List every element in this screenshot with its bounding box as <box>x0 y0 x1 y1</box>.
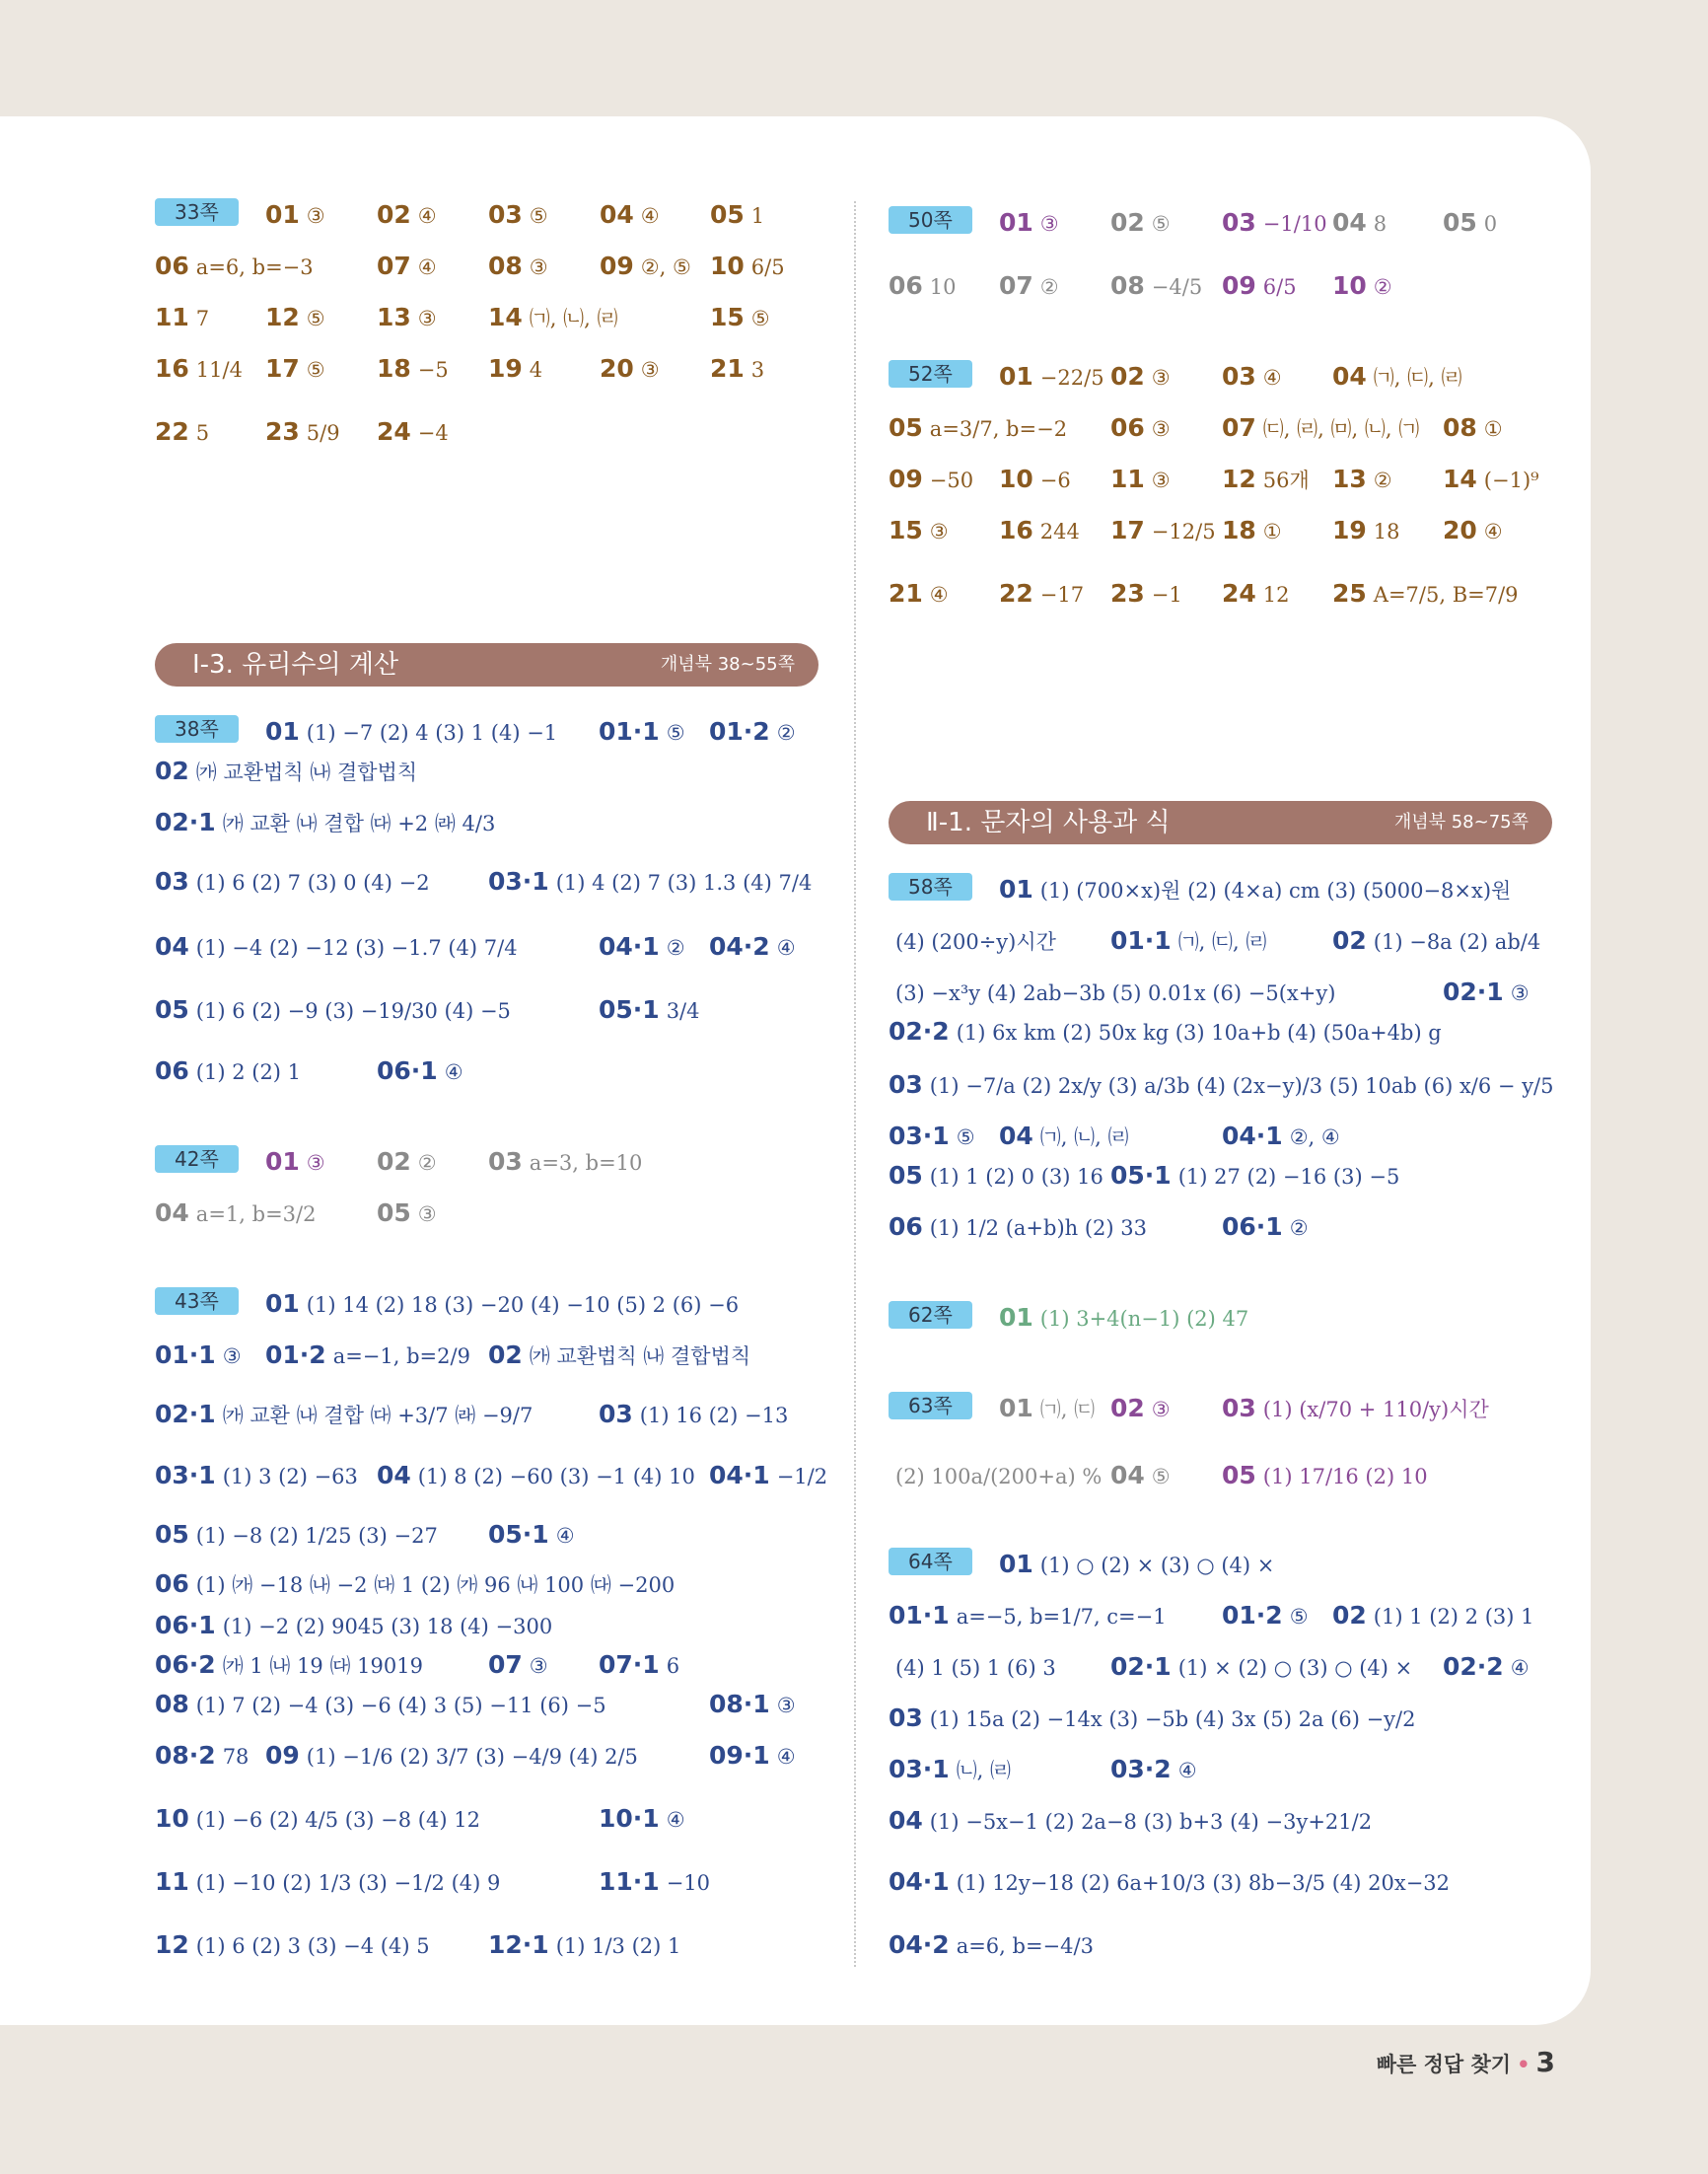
answer-value: ④ <box>1510 1656 1530 1680</box>
answer-value: ④ <box>555 1524 575 1548</box>
question-number: 22 <box>155 417 189 446</box>
answer-value: ㈀, ㈂, ㈃ <box>1373 366 1462 390</box>
section-banner-2-1 <box>889 801 1552 844</box>
question-number: 17 <box>1110 516 1145 544</box>
answer-value: (4) (200÷y)시간 <box>895 930 1056 954</box>
answer-value: ⑤ <box>306 358 325 382</box>
answer-value: 78 <box>222 1745 249 1769</box>
question-number: 03·2 <box>1110 1755 1172 1783</box>
question-number: 20 <box>1443 516 1477 544</box>
answer-value: ㈎ 교환법칙 ㈏ 결합법칙 <box>529 1344 751 1368</box>
question-number: 05 <box>377 1198 411 1227</box>
question-number: 04·1 <box>1222 1122 1283 1150</box>
answer-value: ㈀, ㈁, ㈃ <box>1039 1125 1129 1149</box>
question-number: 05 <box>889 413 923 442</box>
question-number: 10·1 <box>599 1804 660 1833</box>
answer-value: ②, ⑤ <box>640 255 691 279</box>
question-number: 09 <box>889 465 923 493</box>
section-banner-1-3 <box>155 643 818 687</box>
answer-value: ③ <box>1151 366 1171 390</box>
answer-value: (1) −8 (2) 1/25 (3) −27 <box>195 1524 438 1548</box>
answer-value: (1) 1 (2) 2 (3) 1 <box>1373 1605 1534 1629</box>
answer-value: ㈂, ㈃, ㈄, ㈁, ㈀ <box>1262 417 1420 441</box>
question-number: 10 <box>1332 271 1367 300</box>
answer-value: −1/10 <box>1262 212 1327 236</box>
question-number: 01 <box>999 208 1033 237</box>
answer-value: (1) 27 (2) −16 (3) −5 <box>1177 1165 1400 1189</box>
answer-value: (3) −x³y (4) 2ab−3b (5) 0.01x (6) −5(x+y) <box>895 981 1336 1005</box>
question-number: 01 <box>999 362 1033 391</box>
question-number: 08 <box>1443 413 1477 442</box>
answer-value: (1) −4 (2) −12 (3) −1.7 (4) 7/4 <box>195 936 518 960</box>
answer-value: (1) 8 (2) −60 (3) −1 (4) 10 <box>417 1465 695 1488</box>
question-number: 12 <box>155 1930 189 1959</box>
answer-value: ㈎ 교환 ㈏ 결합 ㈐ +2 ㈑ 4/3 <box>222 812 496 835</box>
question-number: 06·1 <box>1222 1212 1283 1241</box>
question-number: 14 <box>488 303 523 331</box>
answer-value: ④ <box>666 1808 685 1832</box>
answer-value: (1) 3 (2) −63 <box>222 1465 358 1488</box>
answer-value: (1) 15a (2) −14x (3) −5b (4) 3x (5) 2a (6) −y/2 <box>929 1707 1416 1731</box>
question-number: 03 <box>1222 1394 1256 1422</box>
answer-value: −6 <box>1039 469 1071 492</box>
question-number: 01 <box>265 1289 300 1318</box>
answer-value: (1) ○ (2) × (3) ○ (4) × <box>1039 1554 1275 1577</box>
column-divider <box>854 201 856 1967</box>
question-number: 18 <box>1222 516 1256 544</box>
question-number: 04 <box>377 1461 411 1489</box>
question-number: 07 <box>999 271 1033 300</box>
question-number: 04 <box>1332 208 1367 237</box>
question-number: 14 <box>1443 465 1477 493</box>
question-number: 08 <box>488 252 523 280</box>
answer-value: a=−1, b=2/9 <box>332 1344 470 1368</box>
question-number: 02 <box>488 1341 523 1369</box>
question-number: 06 <box>1110 413 1145 442</box>
answer-value: ⑤ <box>529 204 548 228</box>
answer-value: (1) −10 (2) 1/3 (3) −1/2 (4) 9 <box>195 1871 501 1895</box>
question-number: 05·1 <box>1110 1161 1172 1190</box>
question-number: 24 <box>1222 579 1256 608</box>
section-page-range: 개념북 38~55쪽 <box>660 654 795 675</box>
answer-value: ㈎ 교환법칙 ㈏ 결합법칙 <box>195 761 418 784</box>
answer-value: 7 <box>195 307 210 330</box>
answer-value: a=3, b=10 <box>529 1151 643 1175</box>
question-number: 06 <box>889 271 923 300</box>
answer-value: (1) 1/3 (2) 1 <box>555 1934 681 1958</box>
question-number: 04 <box>155 932 189 961</box>
answer-value: ⑤ <box>750 307 770 330</box>
question-number: 05 <box>710 200 745 229</box>
question-number: 07 <box>1222 413 1256 442</box>
answer-value: (1) −7 (2) 4 (3) 1 (4) −1 <box>306 721 558 745</box>
answer-value: 0 <box>1483 212 1498 236</box>
answer-value: (1) 6 (2) 7 (3) 0 (4) −2 <box>195 871 430 895</box>
question-number: 02 <box>155 757 189 785</box>
answer-value: −12/5 <box>1151 520 1216 544</box>
bullet-dot-icon: • <box>1517 2053 1530 2076</box>
answer-value: 56개 <box>1262 469 1310 492</box>
answer-value: (1) −7/a (2) 2x/y (3) a/3b (4) (2x−y)/3 (5) 10ab (6) x/6 − y/5 <box>929 1074 1554 1098</box>
question-number: 16 <box>999 516 1033 544</box>
question-number: 12 <box>265 303 300 331</box>
answer-value: ⑤ <box>956 1125 975 1149</box>
question-number: 18 <box>377 354 411 383</box>
question-number: 10 <box>710 252 745 280</box>
question-number: 12·1 <box>488 1930 549 1959</box>
question-number: 03 <box>488 1147 523 1176</box>
question-number: 01 <box>265 717 300 746</box>
answer-value: (1) 14 (2) 18 (3) −20 (4) −10 (5) 2 (6) −6 <box>306 1293 740 1317</box>
question-number: 02 <box>377 1147 411 1176</box>
question-number: 02 <box>1332 1601 1367 1630</box>
answer-value: a=6, b=−4/3 <box>956 1934 1094 1958</box>
question-number: 06·2 <box>155 1650 216 1679</box>
question-number: 05 <box>155 1520 189 1549</box>
question-number: 03·1 <box>488 867 549 896</box>
answer-value: (1) 6 (2) −9 (3) −19/30 (4) −5 <box>195 999 511 1023</box>
answer-value: ⑤ <box>666 721 685 745</box>
question-number: 08 <box>1110 271 1145 300</box>
answer-value: 244 <box>1039 520 1080 544</box>
question-number: 04·2 <box>709 932 770 961</box>
question-number: 01 <box>999 1550 1033 1578</box>
page-badge: 50쪽 <box>889 206 972 234</box>
question-number: 03 <box>1222 362 1256 391</box>
answer-value: 10 <box>929 275 957 299</box>
answer-value: (2) 100a/(200+a) % <box>895 1465 1103 1488</box>
question-number: 01 <box>265 1147 300 1176</box>
answer-value: ② <box>417 1151 437 1175</box>
answer-value: 3 <box>750 358 765 382</box>
answer-value: a=3/7, b=−2 <box>929 417 1068 441</box>
answer-value: ④ <box>776 936 796 960</box>
answer-value: (1) 16 (2) −13 <box>639 1404 789 1427</box>
question-number: 10 <box>155 1804 189 1833</box>
page-badge: 52쪽 <box>889 360 972 388</box>
answer-value: ② <box>1373 469 1392 492</box>
question-number: 15 <box>889 516 923 544</box>
question-number: 02·1 <box>1443 978 1504 1006</box>
answer-value: (1) 4 (2) 7 (3) 1.3 (4) 7/4 <box>555 871 813 895</box>
question-number: 04·1 <box>889 1867 950 1896</box>
answer-value: (1) −8a (2) ab/4 <box>1373 930 1541 954</box>
answer-value: ③ <box>1039 212 1059 236</box>
question-number: 16 <box>155 354 189 383</box>
question-number: 23 <box>1110 579 1145 608</box>
answer-value: a=1, b=3/2 <box>195 1202 317 1226</box>
answer-value: ① <box>1262 520 1282 544</box>
answer-value: ㈁, ㈃ <box>956 1759 1012 1782</box>
answer-value: ㈀, ㈂, ㈃ <box>1177 930 1267 954</box>
answer-value: 5 <box>195 421 210 445</box>
question-number: 04 <box>600 200 634 229</box>
question-number: 21 <box>889 579 923 608</box>
page-badge: 63쪽 <box>889 1392 972 1419</box>
question-number: 02 <box>1110 1394 1145 1422</box>
question-number: 24 <box>377 417 411 446</box>
answer-value: ② <box>1039 275 1059 299</box>
question-number: 11 <box>1110 465 1145 493</box>
answer-value: −4/5 <box>1151 275 1203 299</box>
question-number: 06 <box>889 1212 923 1241</box>
answer-value: (1) (700×x)원 (2) (4×a) cm (3) (5000−8×x)원 <box>1039 879 1512 903</box>
answer-value: ②, ④ <box>1289 1125 1340 1149</box>
answer-value: ③ <box>1151 417 1171 441</box>
question-number: 22 <box>999 579 1033 608</box>
section-title: Ⅰ-3. 유리수의 계산 <box>192 650 399 680</box>
question-number: 15 <box>710 303 745 331</box>
question-number: 13 <box>1332 465 1367 493</box>
answer-value: ㈎ 교환 ㈏ 결합 ㈐ +3/7 ㈑ −9/7 <box>222 1404 534 1427</box>
page-badge: 64쪽 <box>889 1548 972 1575</box>
answer-value: (1) ㈎ −18 ㈏ −2 ㈐ 1 (2) ㈎ 96 ㈏ 100 ㈐ −200 <box>195 1573 676 1597</box>
question-number: 06 <box>155 252 189 280</box>
question-number: 01 <box>999 875 1033 904</box>
question-number: 09 <box>1222 271 1256 300</box>
answer-value: 8 <box>1373 212 1388 236</box>
answer-value: ③ <box>529 255 548 279</box>
answer-value: ① <box>1483 417 1503 441</box>
answer-value: (4) 1 (5) 1 (6) 3 <box>895 1656 1056 1680</box>
question-number: 03·1 <box>889 1122 950 1150</box>
page-badge: 58쪽 <box>889 873 972 901</box>
question-number: 19 <box>488 354 523 383</box>
question-number: 11 <box>155 1867 189 1896</box>
answer-value: ③ <box>1151 1398 1171 1421</box>
answer-value: ③ <box>1151 469 1171 492</box>
answer-value: 3/4 <box>666 999 700 1023</box>
question-number: 09 <box>265 1741 300 1770</box>
section-title: Ⅱ-1. 문자의 사용과 식 <box>926 808 1171 837</box>
answer-value: −5 <box>417 358 449 382</box>
question-number: 07 <box>377 252 411 280</box>
question-number: 03 <box>889 1703 923 1732</box>
answer-value: (1) 1 (2) 0 (3) 16 <box>929 1165 1103 1189</box>
answer-value: ④ <box>1262 366 1282 390</box>
answer-value: (1) 7 (2) −4 (3) −6 (4) 3 (5) −11 (6) −5 <box>195 1694 606 1717</box>
answer-value: 12 <box>1262 583 1290 607</box>
question-number: 02·2 <box>1443 1652 1504 1681</box>
answer-value: (1) 1/2 (a+b)h (2) 33 <box>929 1216 1147 1240</box>
answer-value: ③ <box>417 1202 437 1226</box>
answer-value: A=7/5, B=7/9 <box>1373 583 1519 607</box>
question-number: 02·1 <box>1110 1652 1172 1681</box>
answer-value: ④ <box>640 204 660 228</box>
answer-value: ③ <box>929 520 949 544</box>
question-number: 05 <box>1222 1461 1256 1489</box>
answer-value: ④ <box>444 1060 463 1084</box>
question-number: 02·1 <box>155 808 216 836</box>
answer-value: ③ <box>417 307 437 330</box>
question-number: 04 <box>889 1806 923 1835</box>
question-number: 01·1 <box>599 717 660 746</box>
question-number: 02 <box>1110 362 1145 391</box>
page-footer <box>1377 2046 1555 2078</box>
question-number: 10 <box>999 465 1033 493</box>
question-number: 11·1 <box>599 1867 660 1896</box>
question-number: 04·2 <box>889 1930 950 1959</box>
answer-value: (1) 3+4(n−1) (2) 47 <box>1039 1307 1249 1331</box>
answer-value: (−1)⁹ <box>1483 469 1539 492</box>
answer-value: ④ <box>417 204 437 228</box>
answer-value: 6 <box>666 1654 680 1678</box>
answer-value: −4 <box>417 421 449 445</box>
answer-value: 18 <box>1373 520 1400 544</box>
question-number: 09 <box>600 252 634 280</box>
question-number: 08·1 <box>709 1690 770 1718</box>
page-badge: 42쪽 <box>155 1145 239 1173</box>
answer-value: (1) (x/70 + 110/y)시간 <box>1262 1398 1489 1421</box>
question-number: 13 <box>377 303 411 331</box>
question-number: 05 <box>1443 208 1477 237</box>
answer-value: ③ <box>1510 981 1530 1005</box>
answer-value: ④ <box>1483 520 1503 544</box>
question-number: 03 <box>155 867 189 896</box>
answer-value: ③ <box>640 358 660 382</box>
answer-value: ② <box>666 936 685 960</box>
answer-value: (1) 6 (2) 3 (3) −4 (4) 5 <box>195 1934 430 1958</box>
question-number: 02 <box>1332 926 1367 955</box>
answer-value: a=−5, b=1/7, c=−1 <box>956 1605 1167 1629</box>
answer-value: 4 <box>529 358 543 382</box>
question-number: 11 <box>155 303 189 331</box>
answer-value: (1) −2 (2) 9045 (3) 18 (4) −300 <box>222 1615 553 1638</box>
question-number: 02 <box>1110 208 1145 237</box>
footer-label: 빠른 정답 찾기 <box>1376 2053 1512 2076</box>
question-number: 03 <box>1222 208 1256 237</box>
question-number: 01 <box>999 1303 1033 1332</box>
page-badge: 38쪽 <box>155 715 239 743</box>
answer-value: 5/9 <box>306 421 340 445</box>
answer-value: ⑤ <box>1289 1605 1309 1629</box>
question-number: 01·1 <box>1110 926 1172 955</box>
answer-value: 1 <box>750 204 765 228</box>
question-number: 02 <box>377 200 411 229</box>
question-number: 03 <box>599 1400 633 1428</box>
answer-value: (1) 6x km (2) 50x kg (3) 10a+b (4) (50a+4b) g <box>956 1021 1442 1045</box>
question-number: 04·1 <box>709 1461 770 1489</box>
answer-value: ③ <box>306 204 325 228</box>
question-number: 03·1 <box>889 1755 950 1783</box>
answer-value: ㈎ 1 ㈏ 19 ㈐ 19019 <box>222 1654 423 1678</box>
question-number: 04 <box>1332 362 1367 391</box>
question-number: 06 <box>155 1056 189 1085</box>
answer-value: ③ <box>776 1694 796 1717</box>
answer-value: ② <box>1373 275 1392 299</box>
question-number: 03·1 <box>155 1461 216 1489</box>
page-number: 3 <box>1535 2046 1555 2078</box>
question-number: 21 <box>710 354 745 383</box>
answer-value: ⑤ <box>1151 212 1171 236</box>
question-number: 19 <box>1332 516 1367 544</box>
answer-value: a=6, b=−3 <box>195 255 314 279</box>
question-number: 01 <box>265 200 300 229</box>
answer-value: (1) −5x−1 (2) 2a−8 (3) b+3 (4) −3y+21/2 <box>929 1810 1373 1834</box>
answer-value: −10 <box>666 1871 711 1895</box>
question-number: 02·2 <box>889 1017 950 1046</box>
question-number: 04 <box>155 1198 189 1227</box>
answer-value: 6/5 <box>1262 275 1297 299</box>
question-number: 01·1 <box>155 1341 216 1369</box>
question-number: 05 <box>889 1161 923 1190</box>
answer-value: ③ <box>306 1151 325 1175</box>
answer-value: ⑤ <box>306 307 325 330</box>
answer-value: ㈀, ㈁, ㈃ <box>529 307 618 330</box>
answer-value: −1/2 <box>776 1465 828 1488</box>
question-number: 25 <box>1332 579 1367 608</box>
question-number: 04·1 <box>599 932 660 961</box>
question-number: 06·1 <box>377 1056 438 1085</box>
question-number: 06·1 <box>155 1611 216 1639</box>
answer-value: (1) −1/6 (2) 3/7 (3) −4/9 (4) 2/5 <box>306 1745 638 1769</box>
question-number: 05·1 <box>488 1520 549 1549</box>
page-badge: 62쪽 <box>889 1301 972 1329</box>
question-number: 08·2 <box>155 1741 216 1770</box>
answer-value: ④ <box>417 255 437 279</box>
answer-value: ④ <box>776 1745 796 1769</box>
question-number: 05·1 <box>599 995 660 1024</box>
answer-value: 11/4 <box>195 358 243 382</box>
answer-value: 6/5 <box>750 255 785 279</box>
answer-value: −17 <box>1039 583 1085 607</box>
answer-value: ⑤ <box>1151 1465 1171 1488</box>
question-number: 05 <box>155 995 189 1024</box>
question-number: 09·1 <box>709 1741 770 1770</box>
answer-value: (1) −6 (2) 4/5 (3) −8 (4) 12 <box>195 1808 480 1832</box>
question-number: 07 <box>488 1650 523 1679</box>
question-number: 01 <box>999 1394 1033 1422</box>
answer-value: −1 <box>1151 583 1182 607</box>
question-number: 06 <box>155 1569 189 1598</box>
question-number: 04 <box>999 1122 1033 1150</box>
answer-value: (1) 2 (2) 1 <box>195 1060 302 1084</box>
question-number: 01·2 <box>1222 1601 1283 1630</box>
page-badge: 43쪽 <box>155 1287 239 1315</box>
answer-value: ② <box>776 721 796 745</box>
answer-value: ② <box>1289 1216 1309 1240</box>
answer-value: −50 <box>929 469 974 492</box>
question-number: 01·2 <box>709 717 770 746</box>
answer-value: ③ <box>222 1344 242 1368</box>
question-number: 04 <box>1110 1461 1145 1489</box>
question-number: 20 <box>600 354 634 383</box>
answer-value: −22/5 <box>1039 366 1104 390</box>
answer-value: (1) 17/16 (2) 10 <box>1262 1465 1428 1488</box>
answer-value: ③ <box>529 1654 548 1678</box>
question-number: 17 <box>265 354 300 383</box>
question-number: 01·1 <box>889 1601 950 1630</box>
question-number: 02·1 <box>155 1400 216 1428</box>
question-number: 23 <box>265 417 300 446</box>
answer-value: ㈀, ㈂ <box>1039 1398 1096 1421</box>
question-number: 03 <box>889 1070 923 1099</box>
section-page-range: 개념북 58~75쪽 <box>1393 812 1529 833</box>
question-number: 08 <box>155 1690 189 1718</box>
question-number: 03 <box>488 200 523 229</box>
answer-value: ④ <box>929 583 949 607</box>
question-number: 12 <box>1222 465 1256 493</box>
answer-value: (1) 12y−18 (2) 6a+10/3 (3) 8b−3/5 (4) 20x−32 <box>956 1871 1451 1895</box>
question-number: 01·2 <box>265 1341 326 1369</box>
question-number: 07·1 <box>599 1650 660 1679</box>
page-badge: 33쪽 <box>155 198 239 226</box>
answer-value: (1) × (2) ○ (3) ○ (4) × <box>1177 1656 1413 1680</box>
answer-value: ④ <box>1177 1759 1197 1782</box>
